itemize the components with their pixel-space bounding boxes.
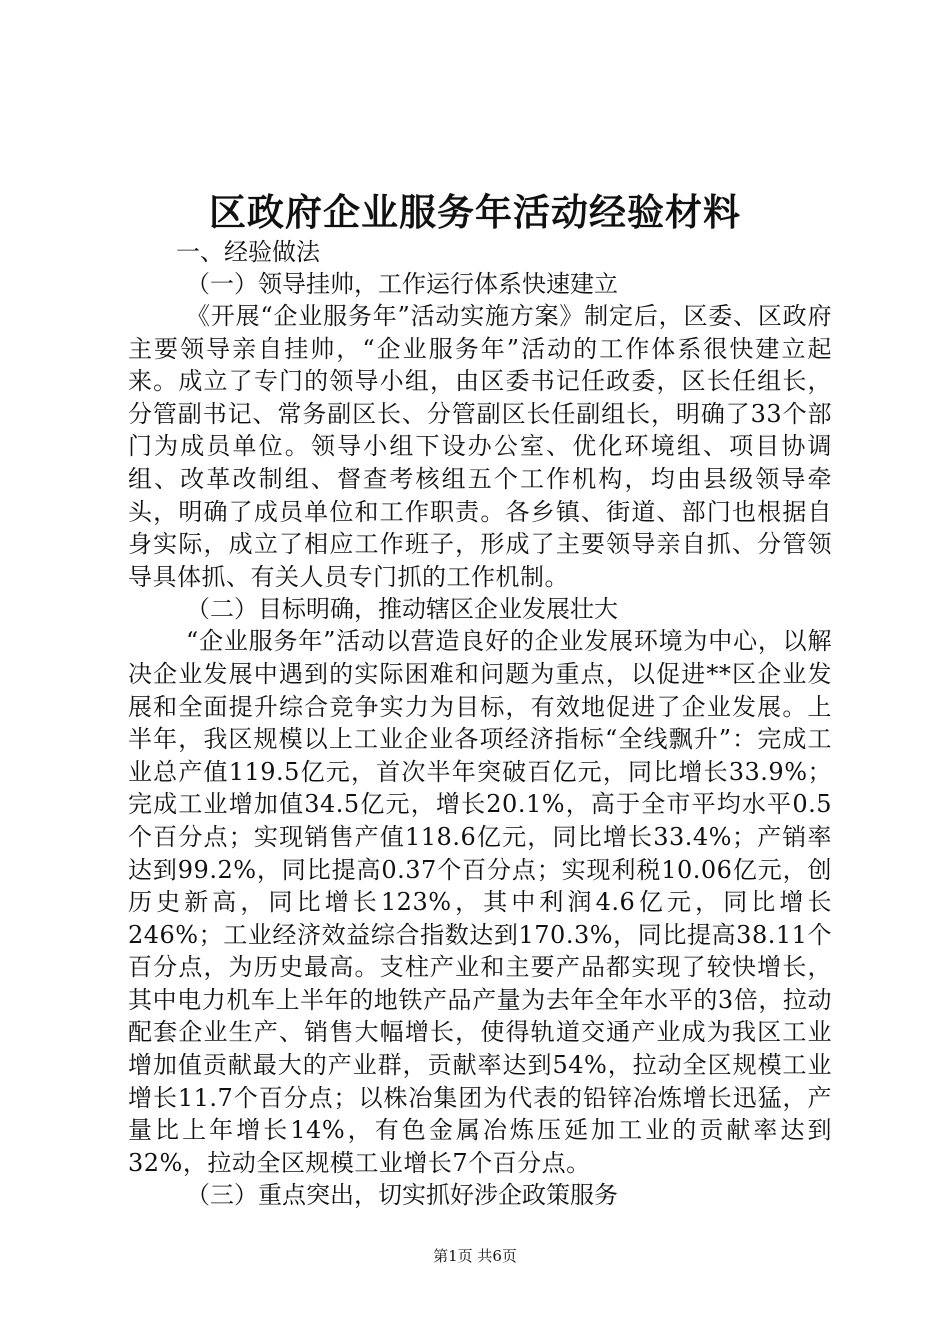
subsection-heading-goals: （二）目标明确，推动辖区企业发展壮大 xyxy=(186,595,618,624)
document-title: 区政府企业服务年活动经验材料 xyxy=(209,190,741,234)
subsection-heading-policy: （三）重点突出，切实抓好涉企政策服务 xyxy=(186,1181,618,1210)
subsection-heading-leadership: （一）领导挂帅，工作运行体系快速建立 xyxy=(186,270,618,298)
section-heading-experience: 一、经验做法 xyxy=(176,238,320,266)
paragraph-goals: “企业服务年”活动以营造良好的企业发展环境为中心，以解决企业发展中遇到的实际困难和问题为重点，以促进**区企业发展和全面提升综合竞争实力为目标，有效地促进了企业发展。上半年，我区规模以上工业企业各项经济指标“全线飘升”：完成工业总产值119.5亿元，首次半年突破百亿元，同比增长33.9%；完成工业增加值34.5亿元，增长20.1%，高于全市平均水平0.5个百分点；实现销售产值118.6亿元，同比增长33.4%；产销率达到99.2%，同比提高0.37个百分点；实现利税10.06亿元，创历史新高，同比增长123%，其中利润4.6亿元，同比增长246%；工业经济效益综合指数达到170.3%，同比提高38.11个百分点，为历史最高。支柱产业和主要产品都实现了较快增长，其中电力机车上半年的地铁产品产量为去年全年水平的3倍，拉动配套企业生产、销售大幅增长，使得轨道交通产业成为我区工业增加值贡献最大的产业群，贡献率达到54%，拉动全区规模工业增长11.7个百分点；以株冶集团为代表的铅锌冶炼增长迅猛，产量比上年增长14%，有色金属冶炼压延加工业的贡献率达到32%，拉动全区规模工业增长7个百分点。 xyxy=(128,627,832,1177)
paragraph-leadership: 《开展“企业服务年”活动实施方案》制定后，区委、区政府主要领导亲自挂帅，“企业服务年”活动的工作体系很快建立起来。成立了专门的领导小组，由区委书记任政委，区长任组长，分管副书记、常务副区长、分管副区长任副组长，明确了33个部门为成员单位。领导小组下设办公室、优化环境组、项目协调组、改革改制组、督查考核组五个工作机构，均由县级领导牵头，明确了成员单位和工作职责。各乡镇、街道、部门也根据自身实际，成立了相应工作班子，形成了主要领导亲自抓、分管领导具体抓、有关人员专门抓的工作机制。 xyxy=(128,302,832,591)
page-number-footer: 第1页 共6页 xyxy=(433,1247,517,1265)
document-body xyxy=(128,236,832,1211)
